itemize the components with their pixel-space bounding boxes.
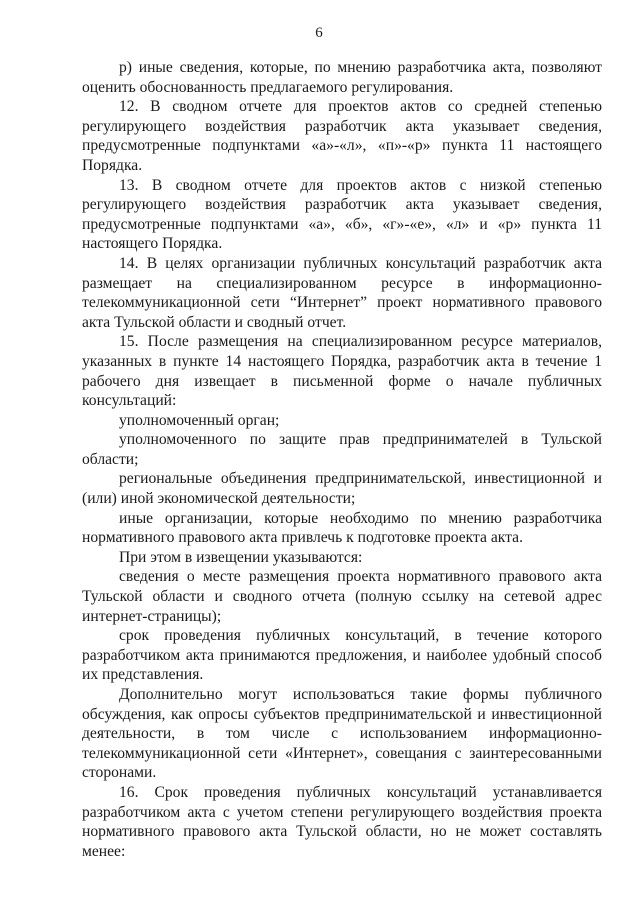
- paragraph-13: 13. В сводном отчете для проектов актов с низкой степенью регулирующего воздействия разработчик акта указывает сведения, предусмотренные подпунктами «а», «б», «г»-«е», «л» и «р» пункта 11 настоящего Порядка.: [82, 176, 602, 253]
- list-item-ombudsman: уполномоченного по защите прав предпринимателей в Тульской области;: [82, 431, 602, 468]
- notice-item-deadline: срок проведения публичных консультаций, в течение которого разработчиком акта принимаются предложения, и наиболее удобный способ их представления.: [82, 627, 602, 684]
- notice-item-location: сведения о месте размещения проекта нормативного правового акта Тульской области и сводного отчета (полную ссылку на сетевой адрес интернет-страницы);: [82, 568, 602, 625]
- paragraph-14: 14. В целях организации публичных консультаций разработчик акта размещает на специализированном ресурсе в информационно-телекоммуникационной сети “Интернет” проект нормативного правового акта Тульской области и сводный отчет.: [82, 254, 602, 331]
- paragraph-16: 16. Срок проведения публичных консультаций устанавливается разработчиком акта с учетом степени регулирующего воздействия проекта нормативного правового акта Тульской области, но не может составлять менее:: [82, 783, 602, 860]
- paragraph-15: 15. После размещения на специализированном ресурсе материалов, указанных в пункте 14 настоящего Порядка, разработчик акта в течение 1 рабочего дня извещает в письменной форме о начале публичных консультаций:: [82, 333, 602, 410]
- list-item-regional-associations: региональные объединения предпринимательской, инвестиционной и (или) иной экономической деятельности;: [82, 470, 602, 508]
- page-number: 6: [315, 25, 323, 41]
- paragraph-item-r: р) иные сведения, которые, по мнению разработчика акта, позволяют оценить обоснованность предлагаемого регулирования.: [82, 59, 602, 96]
- paragraph-12: 12. В сводном отчете для проектов актов со средней степенью регулирующего воздействия разработчик акта указывает сведения, предусмотренные подпунктами «а»-«л», «п»-«р» пункта 11 настоящего Порядка.: [82, 98, 602, 174]
- document-body: [82, 58, 602, 861]
- paragraph-additional-forms: Дополнительно могут использоваться такие формы публичного обсуждения, как опросы субъектов предпринимательской и инвестиционной деятельности, в том числе с использованием информационно-телекоммуникационной сети «Интернет», совещания с заинтересованными сторонами.: [82, 686, 602, 782]
- notice-intro: При этом в извещении указываются:: [119, 548, 363, 566]
- list-item-authorized-body: уполномоченный орган;: [119, 411, 280, 429]
- list-item-other-organizations: иные организации, которые необходимо по мнению разработчика нормативного правового акта привлечь к подготовке проекта акта.: [82, 509, 602, 547]
